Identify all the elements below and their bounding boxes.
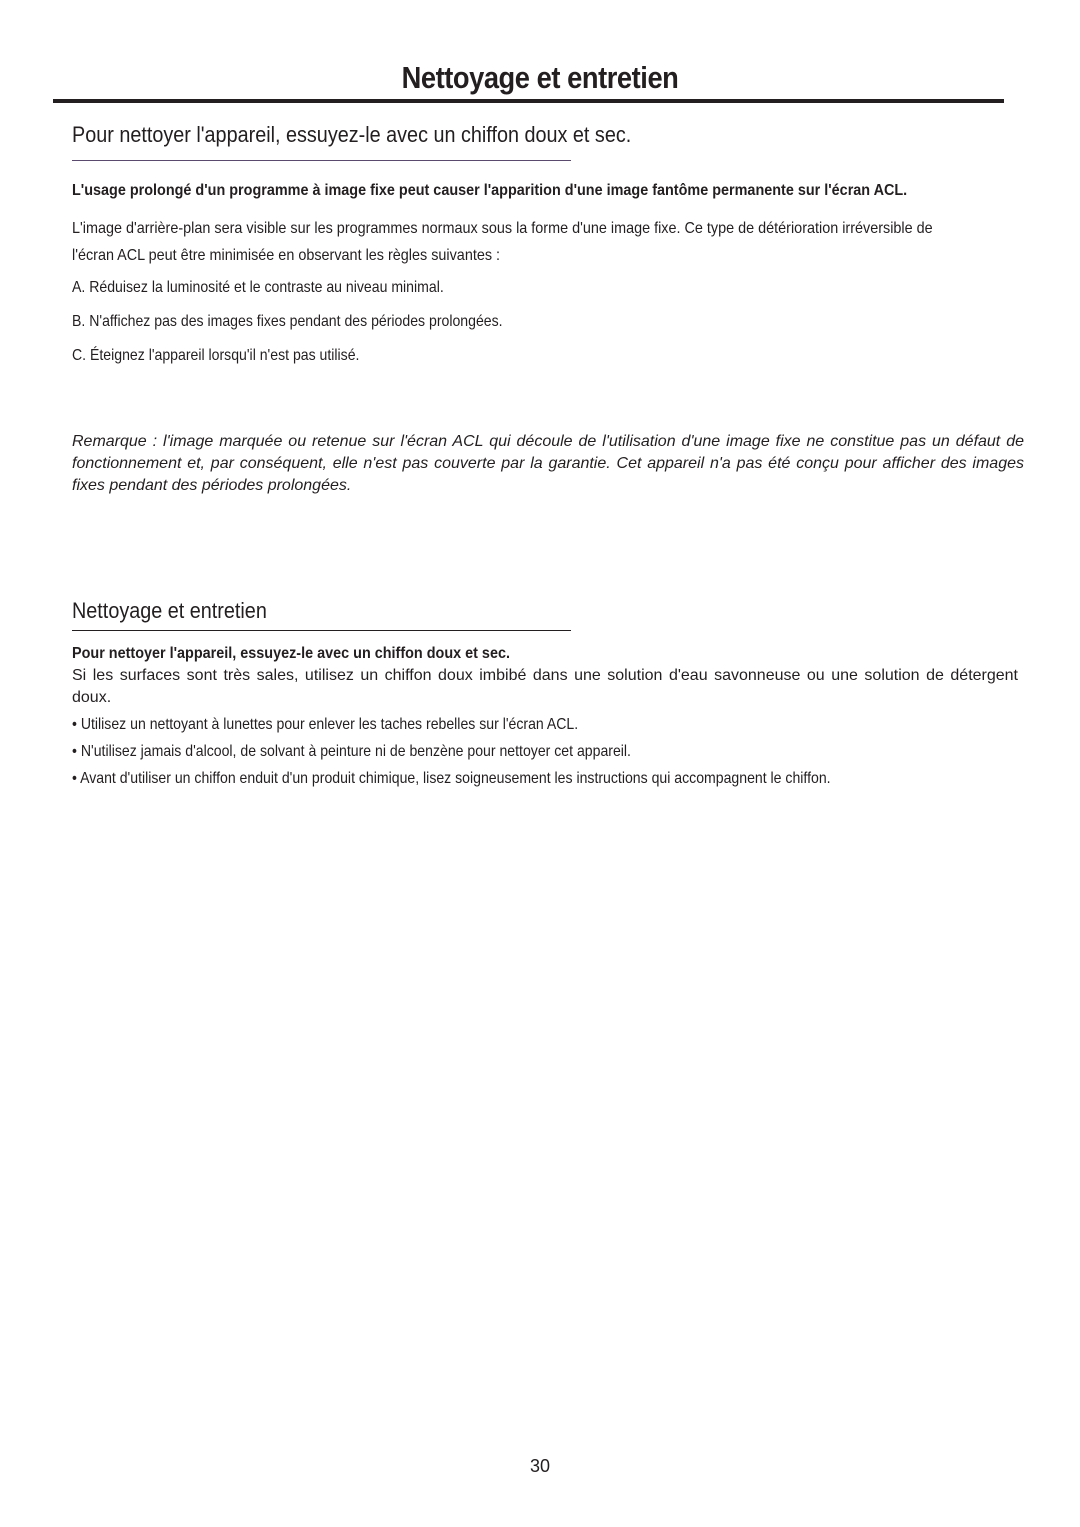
section-heading-maintenance: Nettoyage et entretien xyxy=(72,598,267,623)
intro-paragraph-line-2: l'écran ACL peut être minimisée en observant les règles suivantes : xyxy=(72,247,501,264)
intro-paragraph-line-1: L'image d'arrière-plan sera visible sur les programmes normaux sous la forme d'une image fixe. Ce type de détérioration irréversible de xyxy=(72,220,933,237)
cleaning-paragraph: Si les surfaces sont très sales, utilisez un chiffon doux imbibé dans une solution d'eau savonneuse ou une solution de détergent doux. xyxy=(72,667,1018,706)
section-heading-rule xyxy=(72,160,571,161)
list-item-b: B. N'affichez pas des images fixes pendant des périodes prolongées. xyxy=(72,313,503,330)
cleaning-subheading: Pour nettoyer l'appareil, essuyez-le avec un chiffon doux et sec. xyxy=(72,645,510,662)
page-number: 30 xyxy=(529,1456,551,1476)
title-rule xyxy=(53,99,1004,103)
remark-note: Remarque : l'image marquée ou retenue sur l'écran ACL qui découle de l'utilisation d'une image fixe ne constitue pas un défaut de fonctionnement et, par conséquent, elle n'est pas couverte par la garantie. Cet appareil n'a pas été conçu pour afficher des images fixes pendant des périodes prolongées. xyxy=(72,433,1024,494)
intro-paragraph xyxy=(72,215,1027,269)
warning-text: L'usage prolongé d'un programme à image fixe peut causer l'apparition d'une image fantôme permanente sur l'écran ACL. xyxy=(72,182,908,199)
page-title: Nettoyage et entretien xyxy=(401,60,679,95)
section-heading-rule xyxy=(72,630,571,631)
bullet-item: • Avant d'utiliser un chiffon enduit d'un produit chimique, lisez soigneusement les instructions qui accompagnent le chiffon. xyxy=(72,770,831,787)
list-item-c: C. Éteignez l'appareil lorsqu'il n'est pas utilisé. xyxy=(72,347,360,364)
list-item-a: A. Réduisez la luminosité et le contraste au niveau minimal. xyxy=(72,279,444,296)
bullet-item: • N'utilisez jamais d'alcool, de solvant à peinture ni de benzène pour nettoyer cet appareil. xyxy=(72,743,631,760)
section-heading-cleaning-tip: Pour nettoyer l'appareil, essuyez-le avec un chiffon doux et sec. xyxy=(72,122,632,147)
bullet-item: • Utilisez un nettoyant à lunettes pour enlever les taches rebelles sur l'écran ACL. xyxy=(72,716,579,733)
